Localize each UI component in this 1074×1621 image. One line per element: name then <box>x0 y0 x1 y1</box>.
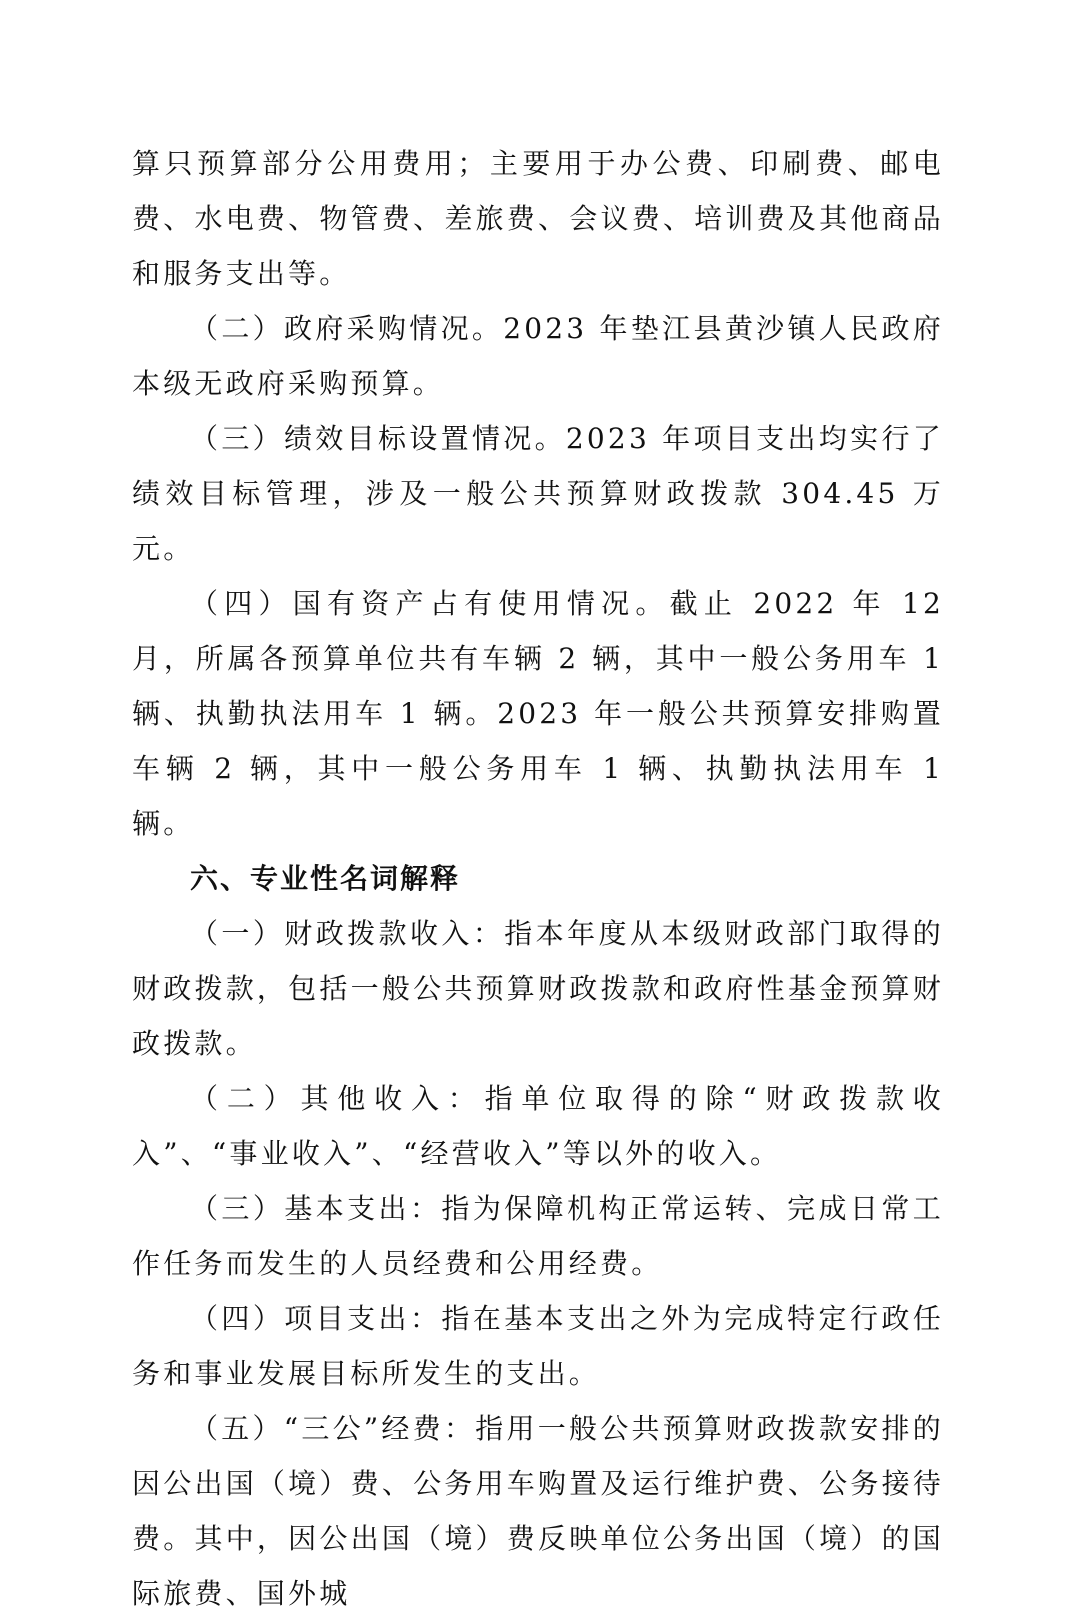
paragraph-performance-targets: （三）绩效目标设置情况。2023 年项目支出均实行了绩效目标管理，涉及一般公共预算财政拨款 304.45 万元。 <box>132 422 944 565</box>
section-heading: 六、专业性名词解释 <box>190 862 461 895</box>
definition-three-public-expenses: （五）“三公”经费：指用一般公共预算财政拨款安排的因公出国（境）费、公务用车购置及运行维护费、公务接待费。其中，因公出国（境）费反映单位公务出国（境）的国际旅费、国外城 <box>132 1412 944 1610</box>
paragraph-state-assets: （四）国有资产占有使用情况。截止 2022 年 12 月，所属各预算单位共有车辆 2 辆，其中一般公务用车 1 辆、执勤执法用车 1 辆。2023 年一般公共预算安排购置车辆 2 辆，其中一般公务用车 1 辆、执勤执法用车 1 辆。 <box>132 587 944 840</box>
paragraph-continuation: 算只预算部分公用费用；主要用于办公费、印刷费、邮电费、水电费、物管费、差旅费、会议费、培训费及其他商品和服务支出等。 <box>132 147 944 290</box>
definition-other-income: （二）其他收入：指单位取得的除“财政拨款收入”、“事业收入”、“经营收入”等以外的收入。 <box>132 1082 944 1170</box>
definition-basic-expenditure: （三）基本支出：指为保障机构正常运转、完成日常工作任务而发生的人员经费和公用经费。 <box>132 1192 944 1280</box>
definition-fiscal-appropriation-income: （一）财政拨款收入：指本年度从本级财政部门取得的财政拨款，包括一般公共预算财政拨款和政府性基金预算财政拨款。 <box>132 917 944 1060</box>
definition-project-expenditure: （四）项目支出：指在基本支出之外为完成特定行政任务和事业发展目标所发生的支出。 <box>132 1302 944 1390</box>
document-body <box>132 136 944 1621</box>
paragraph-government-procurement: （二）政府采购情况。2023 年垫江县黄沙镇人民政府本级无政府采购预算。 <box>132 312 944 400</box>
